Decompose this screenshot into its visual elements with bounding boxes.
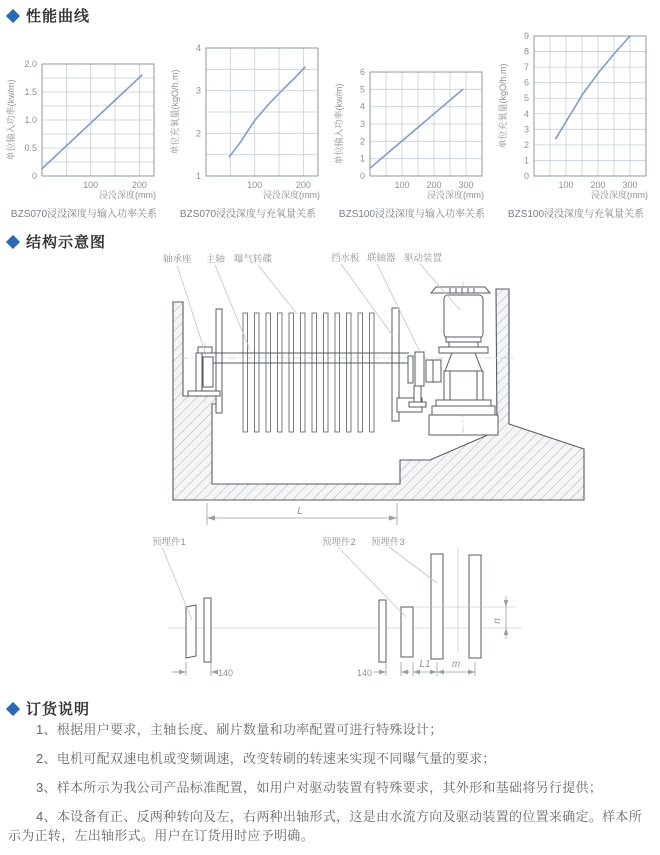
- ordering-item-3: 3、样本所示为我公司产品标准配置，如用户对驱动装置有特殊要求，其外形和基础将另行提供；: [36, 780, 603, 795]
- label-coupling: 联轴器: [367, 253, 396, 264]
- section-title-structure: 结构示意图: [26, 234, 107, 251]
- svg-text:100: 100: [247, 180, 263, 190]
- x-axis-label: 浸没深度(mm): [427, 190, 484, 200]
- embed-plate-3a: [431, 554, 443, 659]
- shaft-and-discs: [202, 308, 409, 432]
- svg-text:2.0: 2.0: [24, 59, 37, 69]
- coupling-assembly: [397, 352, 441, 412]
- svg-text:9: 9: [523, 31, 529, 41]
- part-labels: [163, 252, 460, 352]
- chart-caption: BZS070浸没深度与充氧量关系: [179, 209, 317, 220]
- svg-text:5: 5: [359, 84, 365, 95]
- dimension-L: [207, 503, 397, 525]
- svg-text:3: 3: [359, 119, 365, 129]
- chart-bzs070-power-plot: [2, 24, 166, 190]
- dim-L1: L1: [419, 659, 431, 670]
- chart-caption: BZS100浸没深度与输入功率关系: [338, 209, 486, 220]
- svg-text:1: 1: [195, 171, 201, 181]
- label-bearing-seat: 轴承座: [163, 254, 192, 265]
- dim-L: L: [297, 506, 303, 517]
- chart-bzs100-oxygen-plot: [494, 24, 658, 190]
- ordering-item-2: 2、电机可配双速电机或变频调速，改变转刷的转速来实现不同曝气量的要求；: [36, 751, 496, 766]
- label-aeration-disc: 曝气转碟: [234, 254, 273, 265]
- svg-text:4: 4: [359, 101, 365, 112]
- chart-bzs100-oxygen: [494, 24, 658, 220]
- diamond-icon: [6, 701, 20, 715]
- chart-bzs100-power: [330, 24, 494, 220]
- bearing-assembly: [188, 347, 220, 396]
- svg-text:8: 8: [523, 46, 529, 57]
- drive-unit: [431, 287, 495, 415]
- svg-text:100: 100: [558, 180, 574, 190]
- label-drive-device: 驱动装置: [404, 253, 443, 264]
- motor-body: [444, 295, 483, 338]
- dim-m: m: [451, 659, 461, 670]
- embed-plate-1a: [186, 605, 196, 658]
- svg-text:单位充氧量(kgO/h.m): 单位充氧量(kgO/h.m): [170, 69, 180, 155]
- reducer-cone: [445, 353, 482, 371]
- embed-plate-1b: [204, 598, 211, 662]
- embed-plate-2a: [379, 600, 386, 662]
- ordering-item-1: 1、根据用户要求，主轴长度、刷片数量和功率配置可进行特殊设计；: [36, 722, 443, 737]
- section-header-performance: [8, 5, 90, 26]
- svg-text:100: 100: [83, 180, 99, 190]
- dim-n: n: [492, 618, 503, 624]
- svg-text:3: 3: [523, 124, 529, 135]
- svg-text:100: 100: [394, 180, 410, 190]
- dim-140-left: 140: [218, 668, 234, 678]
- svg-text:单位充氧量(kgO/h.m): 单位充氧量(kgO/h.m): [498, 63, 508, 149]
- label-embed-1: 预埋件1: [152, 537, 186, 548]
- ordering-item-4: 4、本设备有正、反两种转向及左，右两种出轴形式，这是由水流方向及驱动装置的位置来确定。样本所示为正转，左出轴形式。用户在订货用时应予明确。: [8, 809, 643, 843]
- motor-pedestal: [429, 415, 498, 435]
- label-embed-2: 预埋件2: [322, 537, 356, 548]
- svg-text:200: 200: [131, 180, 147, 190]
- svg-text:1.5: 1.5: [24, 87, 37, 97]
- performance-charts-row: [2, 24, 658, 220]
- chart-bzs070-oxygen: [166, 24, 330, 220]
- base-plate: [432, 406, 495, 415]
- chart-caption: BZS100浸没深度与充氧量关系: [507, 209, 645, 220]
- section-title-performance: 性能曲线: [26, 8, 91, 25]
- svg-text:单位输入功率(kw/m): 单位输入功率(kw/m): [334, 83, 344, 165]
- svg-text:0.5: 0.5: [24, 143, 37, 153]
- svg-text:2: 2: [359, 136, 365, 147]
- svg-text:3: 3: [195, 85, 201, 96]
- tank-structure: [173, 289, 584, 500]
- chart-bzs100-power-plot: [330, 24, 494, 190]
- svg-text:1: 1: [359, 153, 365, 164]
- label-main-shaft: 主轴: [206, 254, 226, 265]
- structure-diagram: [0, 242, 660, 694]
- fan-cover: [431, 287, 490, 293]
- svg-text:6: 6: [359, 67, 365, 77]
- label-embed-3: 预埋件3: [371, 537, 405, 548]
- x-axis-label: 浸没深度(mm): [591, 190, 648, 200]
- svg-text:300: 300: [458, 180, 474, 190]
- svg-text:4: 4: [195, 43, 201, 53]
- svg-text:4: 4: [523, 108, 529, 119]
- svg-text:300: 300: [622, 180, 638, 190]
- embed-plate-2b: [401, 607, 413, 657]
- embedded-parts-detail: [152, 536, 522, 678]
- x-axis-label: 浸没深度(mm): [99, 190, 156, 200]
- chart-bzs070-oxygen-plot: [166, 24, 330, 190]
- svg-text:200: 200: [590, 180, 606, 190]
- svg-text:200: 200: [295, 180, 311, 190]
- svg-text:1.0: 1.0: [24, 115, 37, 125]
- section-header-ordering: [8, 698, 90, 719]
- label-baffle: 挡水板: [331, 253, 360, 264]
- svg-text:6: 6: [523, 77, 529, 88]
- svg-text:0: 0: [523, 171, 529, 181]
- embed-plate-3b: [469, 555, 481, 658]
- svg-text:200: 200: [426, 180, 442, 190]
- section-title-ordering: 订货说明: [26, 701, 91, 718]
- svg-text:5: 5: [523, 93, 529, 104]
- svg-text:1: 1: [523, 155, 529, 166]
- end-plate: [216, 309, 222, 413]
- svg-text:0: 0: [31, 171, 37, 181]
- chart-caption: BZS070浸没深度与输入功率关系: [10, 209, 158, 220]
- dim-140-right: 140: [356, 668, 372, 678]
- svg-text:0: 0: [359, 171, 365, 181]
- svg-text:2: 2: [195, 128, 201, 139]
- svg-text:2: 2: [523, 139, 529, 150]
- diamond-icon: [6, 8, 20, 22]
- svg-text:单位输入功率(kw/m): 单位输入功率(kw/m): [6, 79, 16, 161]
- svg-text:7: 7: [523, 62, 529, 73]
- chart-bzs070-power: [2, 24, 166, 220]
- ordering-notes: [8, 720, 654, 855]
- x-axis-label: 浸没深度(mm): [263, 190, 320, 200]
